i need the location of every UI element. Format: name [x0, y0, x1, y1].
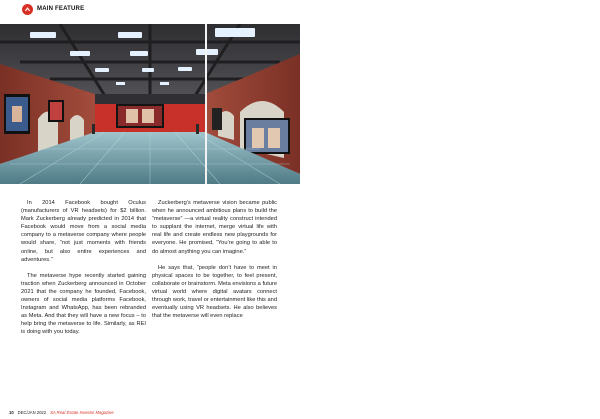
page-number: 10 [9, 409, 14, 415]
page-footer [9, 408, 114, 416]
virtual-gallery-illustration [0, 24, 300, 184]
section-label: MAIN FEATURE [37, 6, 85, 12]
virtual-gallery-image [0, 24, 300, 184]
paragraph: The metaverse hype recently started gaining traction when Zuckerberg announced in October 2021 that the company he founded, Facebook, owners of social media platforms Facebook, Instagram and WhatsApp, has been rebranded as Meta. And that they will have a new focus – to help bring the metaverse to life. Similarly, as REI is doing with you today. [21, 272, 146, 336]
paragraph: Zuckerberg’s metaverse vision became public when he announced ambitious plans to build the “metaverse” —a virtual reality construct intended to supplant the internet, merge virtual life with real life and create endless new playgrounds for everyone. He promised, “You’re going to able to do almost anything you can imagine.” [152, 200, 277, 255]
issue-date: DEC/JAN 2022 [17, 409, 47, 415]
paragraph: He says that, “people don’t have to meet in physical spaces to be together, to feel present, collaborate or brainstorm. Meta envisions a future virtual world where digital avatars connect through work, travel or entertainment like this and eventually using VR headsets. He also believes that the metaverse will even replace [152, 264, 277, 320]
section-header [22, 2, 84, 16]
article-column-1 [21, 199, 146, 337]
paragraph: In 2014 Facebook bought Oculus (manufacturers of VR headsets) for $2 billion. Mark Zuckerberg already predicted in 2014 that Facebook would move from a social media company to a metaverse company where people would share, “not just moments with friends online, but also entire experiences and adventures.” [21, 200, 146, 263]
red-circle-logo-icon [22, 4, 33, 15]
article-column-2 [152, 199, 277, 320]
publication-name: SA Real Estate Investor Magazine [50, 409, 114, 415]
